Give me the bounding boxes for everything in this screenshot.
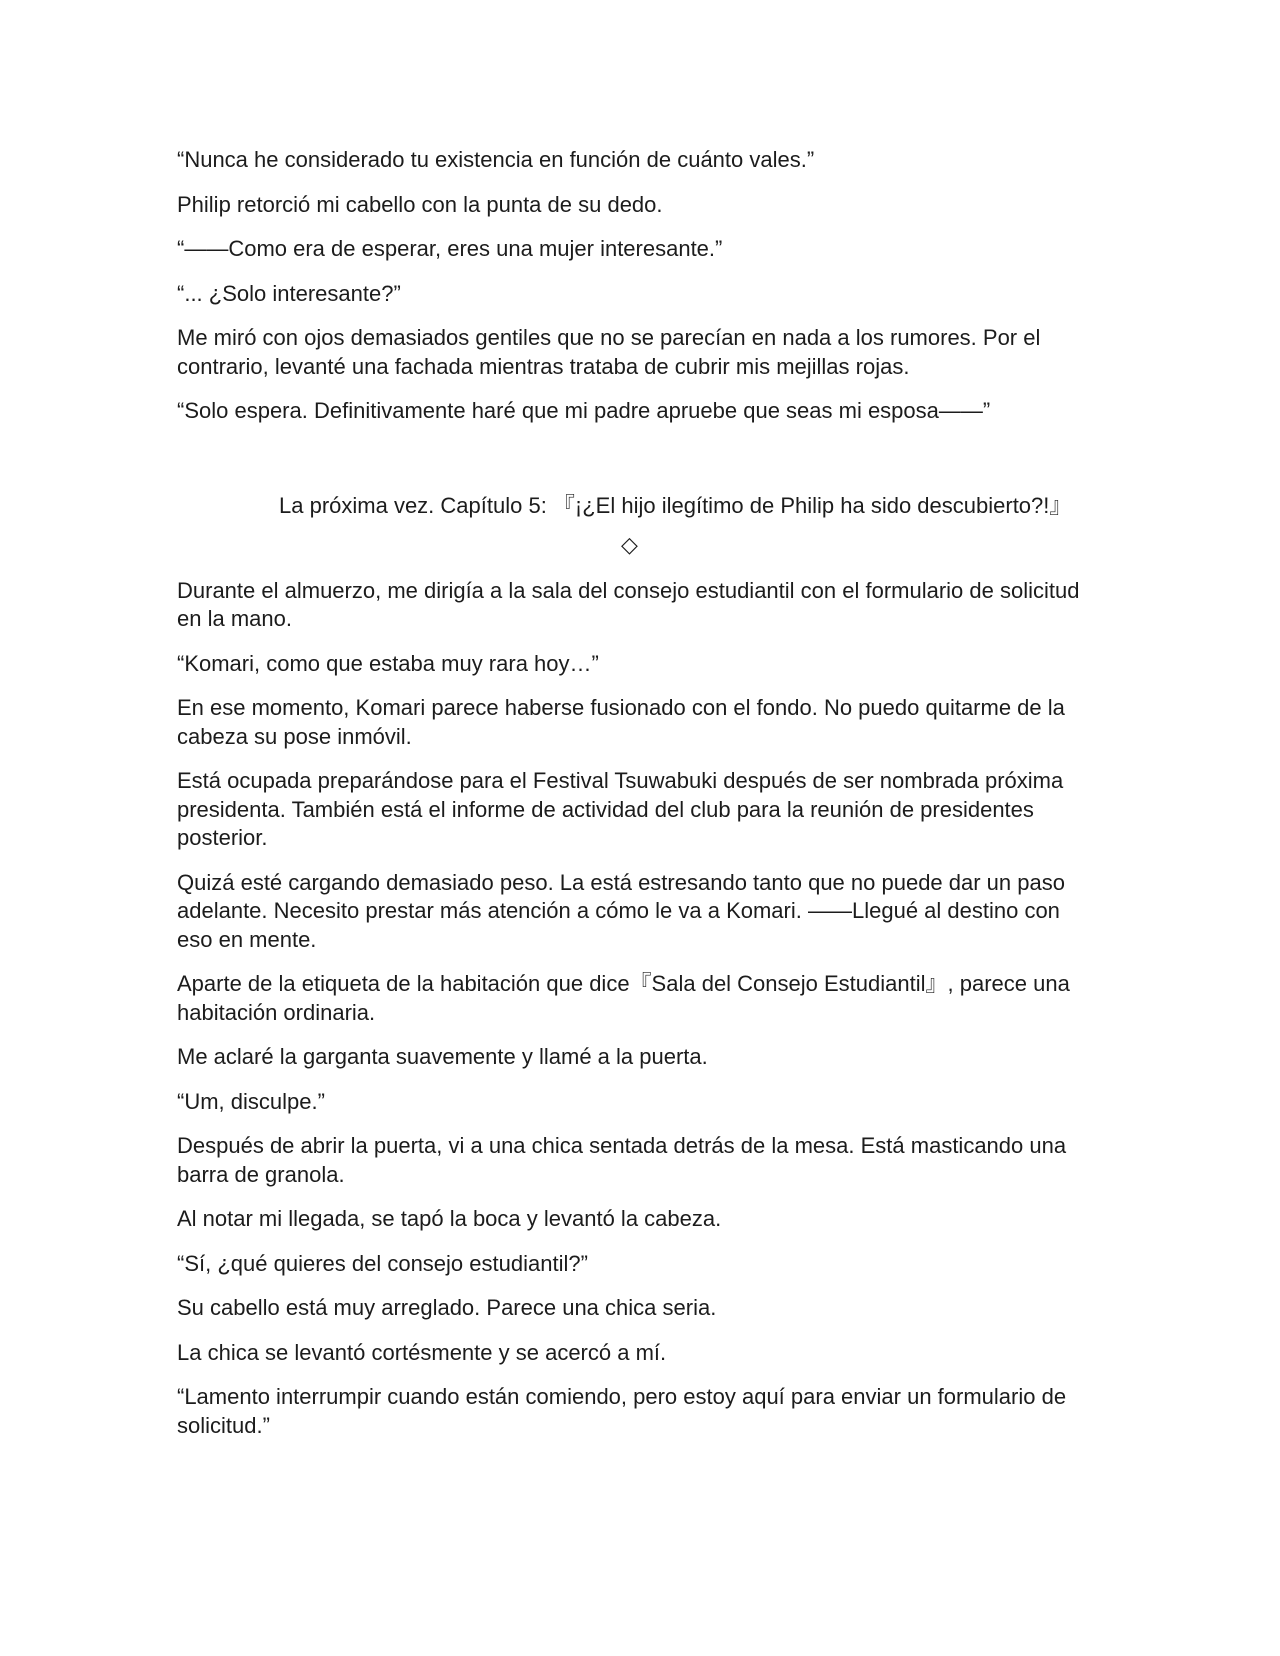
- paragraph: Está ocupada preparándose para el Festival Tsuwabuki después de ser nombrada próxima presidenta. También está el informe de actividad del club para la reunión de presidentes posterior.: [177, 768, 1064, 850]
- paragraph: “Sí, ¿qué quieres del consejo estudiantil?”: [177, 1250, 588, 1276]
- paragraph: Me miró con ojos demasiados gentiles que no se parecían en nada a los rumores. Por el contrario, levanté una fachada mientras trataba de cubrir mis mejillas rojas.: [177, 325, 1041, 379]
- paragraph: Durante el almuerzo, me dirigía a la sala del consejo estudiantil con el formulario de solicitud en la mano.: [177, 577, 1080, 631]
- paragraph: “... ¿Solo interesante?”: [177, 280, 401, 306]
- document-page: [177, 146, 1082, 1456]
- paragraph: Aparte de la etiqueta de la habitación que dice『Sala del Consejo Estudiantil』, parece una habitación ordinaria.: [177, 971, 1070, 1025]
- paragraph: En ese momento, Komari parece haberse fusionado con el fondo. No puedo quitarme de la cabeza su pose inmóvil.: [177, 695, 1065, 749]
- diamond-separator-icon: ◇: [621, 533, 638, 558]
- paragraph: La chica se levantó cortésmente y se acercó a mí.: [177, 1339, 667, 1365]
- section-gap: [177, 442, 1082, 492]
- next-chapter-note: La próxima vez. Capítulo 5: 『¡¿El hijo ilegítimo de Philip ha sido descubierto?!』: [279, 492, 1072, 518]
- paragraph: “Nunca he considerado tu existencia en función de cuánto vales.”: [177, 147, 815, 172]
- paragraph: Me aclaré la garganta suavemente y llamé a la puerta.: [177, 1044, 708, 1069]
- paragraph: Después de abrir la puerta, vi a una chica sentada detrás de la mesa. Está masticando una barra de granola.: [177, 1133, 1067, 1187]
- paragraph: “Lamento interrumpir cuando están comiendo, pero estoy aquí para enviar un formulario de solicitud.”: [177, 1384, 1067, 1438]
- paragraph: “Um, disculpe.”: [177, 1088, 325, 1114]
- paragraph: “——Como era de esperar, eres una mujer interesante.”: [177, 236, 723, 261]
- paragraph: Philip retorció mi cabello con la punta de su dedo.: [177, 191, 663, 217]
- paragraph: “Komari, como que estaba muy rara hoy…”: [177, 650, 599, 676]
- paragraph: “Solo espera. Definitivamente haré que mi padre apruebe que seas mi esposa——”: [177, 398, 991, 423]
- paragraph: Quizá esté cargando demasiado peso. La está estresando tanto que no puede dar un paso adelante. Necesito prestar más atención a cómo le va a Komari. ——Llegué al destino con eso en mente.: [177, 869, 1065, 952]
- paragraph: Al notar mi llegada, se tapó la boca y levantó la cabeza.: [177, 1206, 722, 1231]
- paragraph: Su cabello está muy arreglado. Parece una chica seria.: [177, 1295, 717, 1320]
